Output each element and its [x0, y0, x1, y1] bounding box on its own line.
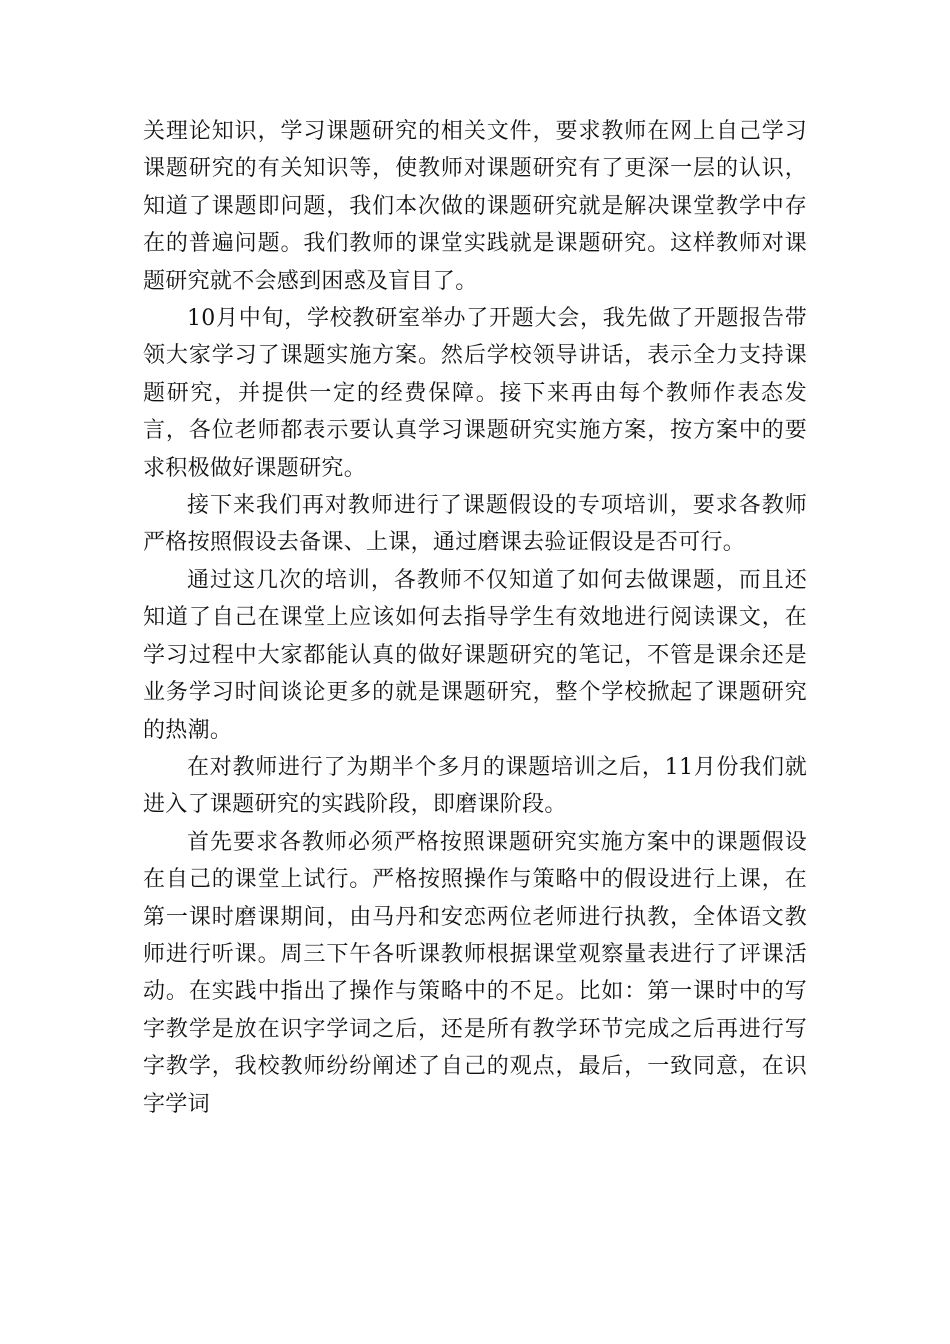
- paragraph-5: 在对教师进行了为期半个多月的课题培训之后，11月份我们就进入了课题研究的实践阶段，即磨课阶段。: [143, 754, 807, 818]
- paragraph-4: 通过这几次的培训，各教师不仅知道了如何去做课题，而且还知道了自己在课堂上应该如何去指导学生有效地进行阅读课文，在学习过程中大家都能认真的做好课题研究的笔记，不管是课余还是业务学习时间谈论更多的就是课题研究，整个学校掀起了课题研究的热潮。: [143, 567, 807, 743]
- paragraph-3: 接下来我们再对教师进行了课题假设的专项培训，要求各教师严格按照假设去备课、上课，通过磨课去验证假设是否可行。: [143, 493, 807, 556]
- paragraph-1: 关理论知识，学习课题研究的相关文件，要求教师在网上自己学习课题研究的有关知识等，使教师对课题研究有了更深一层的认识，知道了课题即问题，我们本次做的课题研究就是解决课堂教学中存在的普遍问题。我们教师的课堂实践就是课题研究。这样教师对课题研究就不会感到困惑及盲目了。: [143, 119, 807, 294]
- paragraph-6: 首先要求各教师必须严格按照课题研究实施方案中的课题假设在自己的课堂上试行。严格按照操作与策略中的假设进行上课，在第一课时磨课期间，由马丹和安恋两位老师进行执教，全体语文教师进行听课。周三下午各听课教师根据课堂观察量表进行了评课活动。在实践中指出了操作与策略中的不足。比如：第一课时中的写字教学是放在识字学词之后，还是所有教学环节完成之后再进行写字教学，我校教师纷纷阐述了自己的观点，最后，一致同意，在识字学词: [143, 829, 807, 1117]
- paragraph-2: 10月中旬，学校教研室举办了开题大会，我先做了开题报告带领大家学习了课题实施方案。然后学校领导讲话，表示全力支持课题研究，并提供一定的经费保障。接下来再由每个教师作表态发言，各位老师都表示要认真学习课题研究实施方案，按方案中的要求积极做好课题研究。: [143, 306, 807, 481]
- document-body: [143, 113, 807, 1123]
